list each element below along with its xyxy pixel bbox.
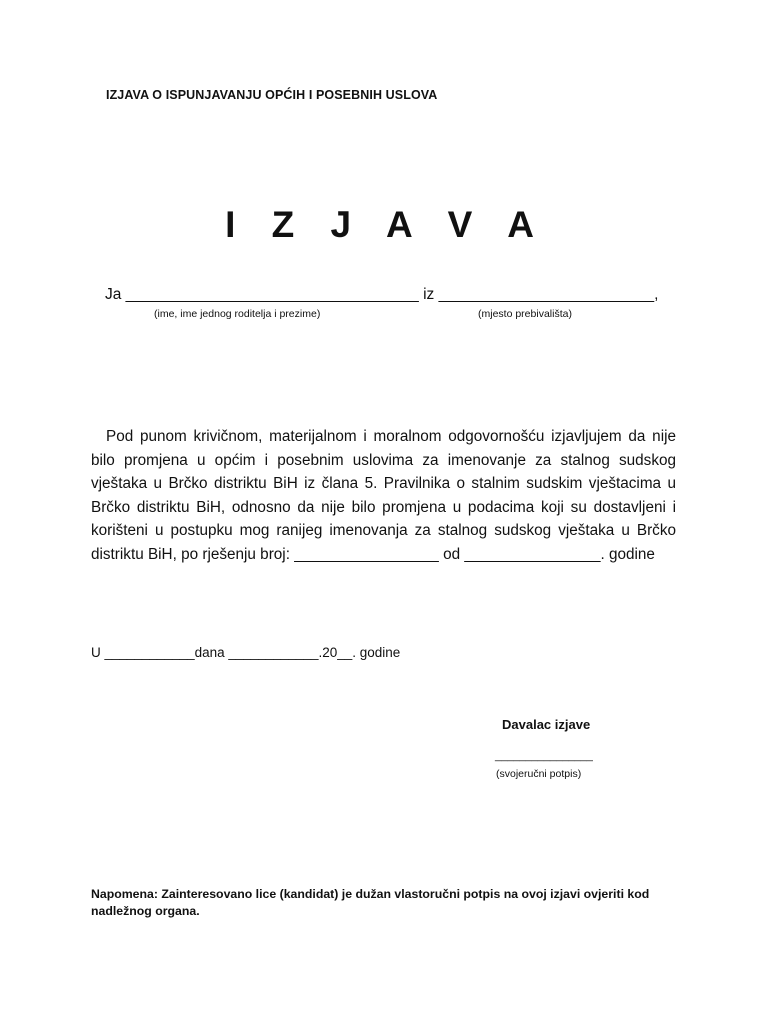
main-title: I Z J A V A [225,204,547,245]
place-date-line: U ____________dana ____________.20__. godine [91,645,401,660]
declarant-line: Ja __________________________________ iz _________________________, [105,286,659,303]
signature-hint: (svojeručni potpis) [496,768,582,780]
declaration-paragraph: Pod punom krivičnom, materijalnom i moralnom odgovornošću izjavljujem da nije bilo promjena u općim i posebnim uslovima za imenovanje za stalnog sudskog vještaka u Brčko distriktu BiH iz člana 5. Pravilnika o stalnim sudskim vještacima u Brčko distriktu BiH, odnosno da nije bilo promjena u podacima koji su dostavljeni i korišteni u postupku mog ranijeg imenovanja za stalnog sudskog vještaka u Brčko distriktu BiH, po rješenju broj: _________________ od ________________. godine [91,428,676,563]
name-field-hint: (ime, ime jednog roditelja i prezime) [154,308,321,320]
footnote-note: Napomena: Zainteresovano lice (kandidat) je dužan vlastoručni potpis na ovoj izjavi ovjeriti kod nadležnog organa. [91,887,650,918]
signer-label: Davalac izjave [502,717,591,732]
document-header-title: IZJAVA O ISPUNJAVANJU OPĆIH I POSEBNIH USLOVA [106,88,438,102]
residence-field-hint: (mjesto prebivališta) [478,308,572,320]
signature-line: ________________ [495,750,593,762]
